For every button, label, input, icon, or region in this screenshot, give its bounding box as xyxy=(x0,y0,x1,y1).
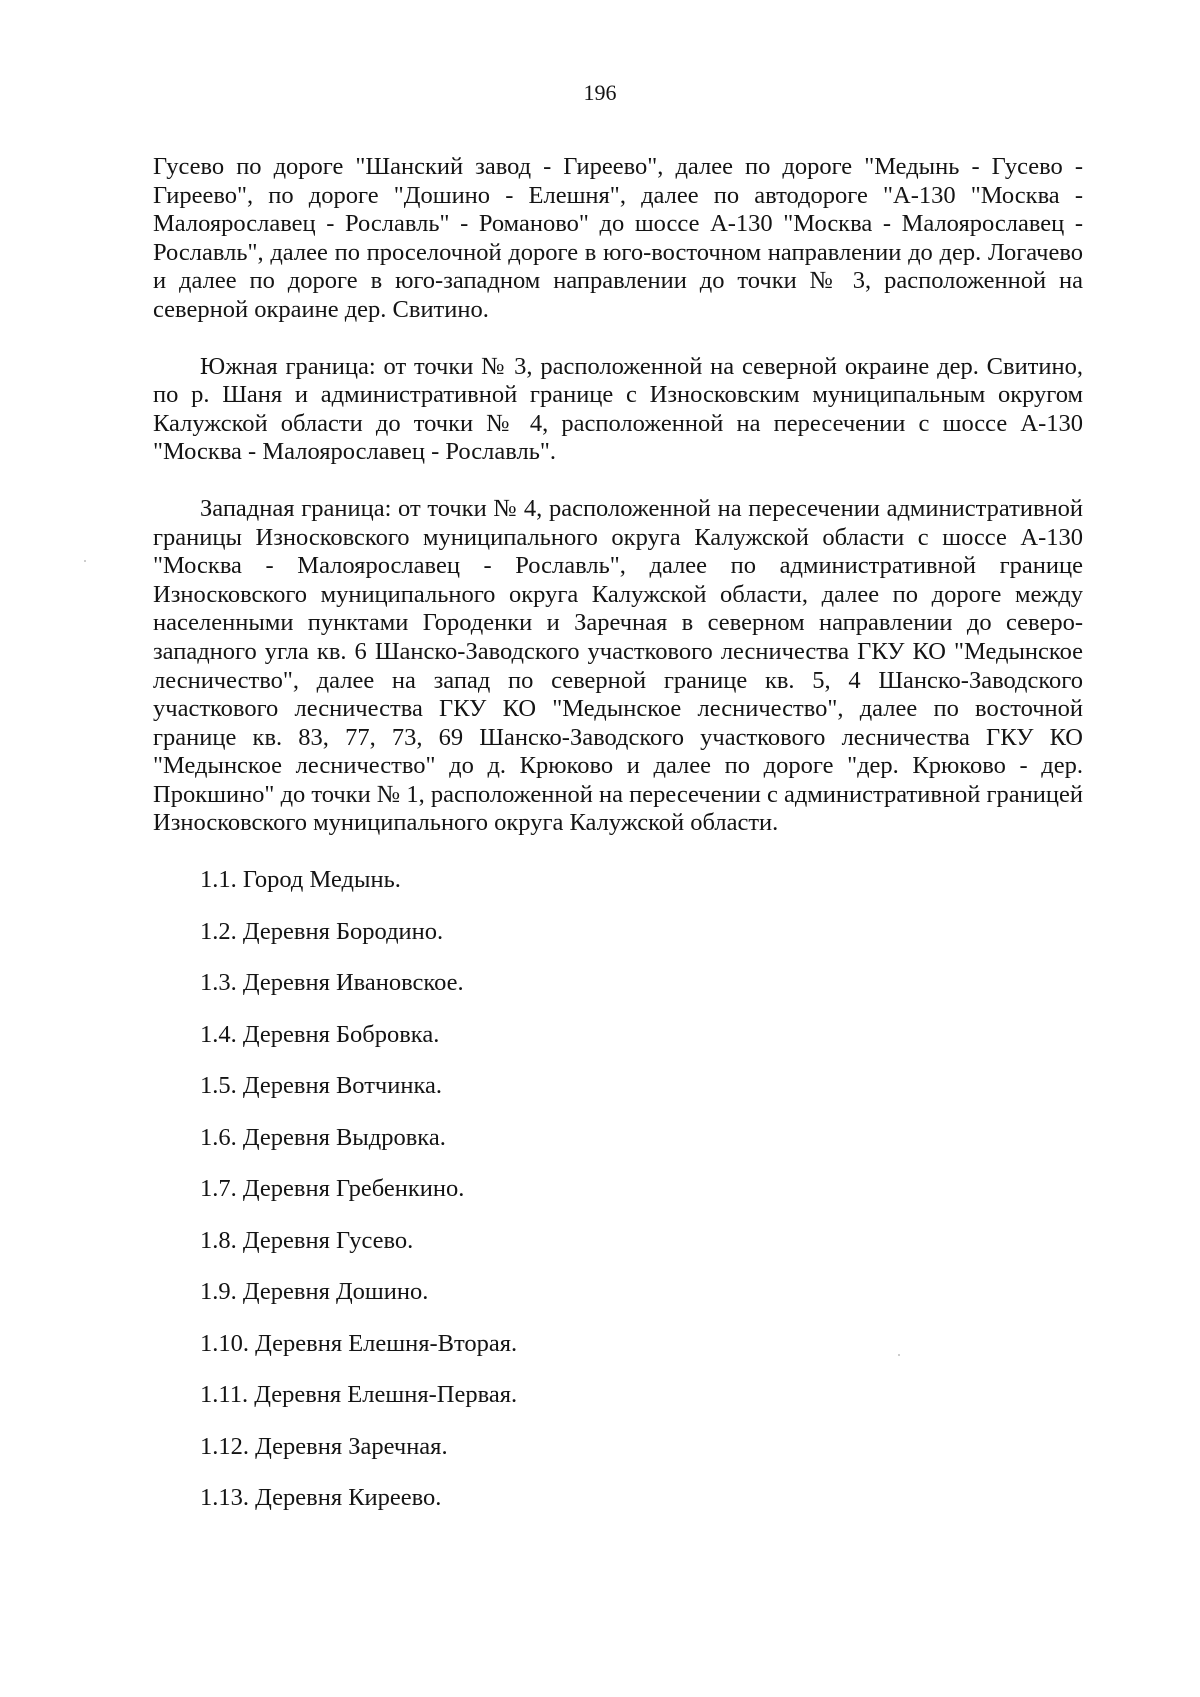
document-body xyxy=(153,153,1083,1536)
list-item: 1.3. Деревня Ивановское. xyxy=(200,969,464,997)
page-number: 196 xyxy=(583,80,617,105)
list-item: 1.6. Деревня Выдровка. xyxy=(200,1123,446,1151)
list-item: 1.1. Город Медынь. xyxy=(200,866,401,894)
paragraph-western-boundary: Западная граница: от точки № 4, расположенной на пересечении административной границы Износковского муниципального округа Калужской области с шоссе А-130 "Москва - Малоярославец - Рославль", далее по административной границе Износковского муниципального округа Калужской области, далее по дороге между населенными пунктами Городенки и Заречная в северном направлении до северо-западного угла кв. 6 Шанско-Заводского участкового лесничества ГКУ КО "Медынское лесничество", далее на запад по северной границе кв. 5, 4 Шанско-Заводского участкового лесничества ГКУ КО "Медынское лесничество", далее по восточной границе кв. 83, 77, 73, 69 Шанско-Заводского участкового лесничества ГКУ КО "Медынское лесничество" до д. Крюково и далее по дороге "дер. Крюково - дер. Прокшино" до точки № 1, расположенной на пересечении с административной границей Износковского муниципального округа Калужской области. xyxy=(153,494,1083,837)
paragraph-southern-boundary: Южная граница: от точки № 3, расположенной на северной окраине дер. Свитино, по р. Шаня и административной границе с Износковским муниципальным округом Калужской области до точки № 4, расположенной на пересечении с шоссе А-130 "Москва - Малоярославец - Рославль". xyxy=(153,352,1083,466)
list-item: 1.7. Деревня Гребенкино. xyxy=(200,1175,465,1203)
paragraph-boundary-continuation: Гусево по дороге "Шанский завод - Гиреево", далее по дороге "Медынь - Гусево - Гиреево", по дороге "Дошино - Елешня", далее по автодороге "А-130 "Москва - Малоярославец - Рославль" - Романово" до шоссе А-130 "Москва - Малоярославец - Рославль", далее по проселочной дороге в юго-восточном направлении до дер. Логачево и далее по дороге в юго-западном направлении до точки № 3, расположенной на северной окраине дер. Свитино. xyxy=(153,153,1083,323)
list-item: 1.4. Деревня Бобровка. xyxy=(200,1020,440,1048)
list-item: 1.9. Деревня Дошино. xyxy=(200,1278,429,1306)
list-item: 1.11. Деревня Елешня-Первая. xyxy=(200,1381,518,1409)
list-item: 1.5. Деревня Вотчинка. xyxy=(200,1072,443,1100)
list-item: 1.2. Деревня Бородино. xyxy=(200,917,444,945)
settlements-list xyxy=(153,866,1083,1536)
list-item: 1.13. Деревня Киреево. xyxy=(200,1484,442,1512)
list-item: 1.12. Деревня Заречная. xyxy=(200,1432,448,1460)
scan-speck xyxy=(84,560,86,562)
scan-speck xyxy=(898,1354,900,1356)
list-item: 1.8. Деревня Гусево. xyxy=(200,1226,414,1254)
list-item: 1.10. Деревня Елешня-Вторая. xyxy=(200,1329,518,1357)
